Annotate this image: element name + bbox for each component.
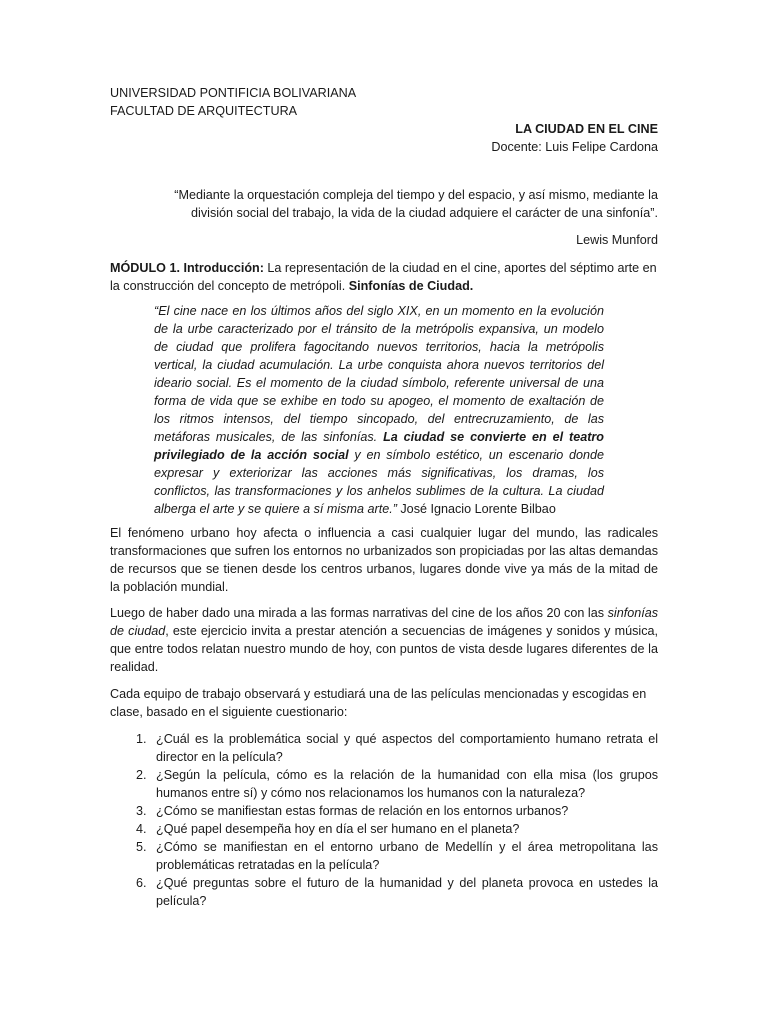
teacher-name: Docente: Luis Felipe Cardona xyxy=(491,140,658,154)
faculty-name: FACULTAD DE ARQUITECTURA xyxy=(110,104,298,118)
quote-highlight: La ciudad se convierte en el teatro privilegiado de la acción social xyxy=(154,430,605,462)
question-text: ¿Cómo se manifiestan en el entorno urbano de Medellín y el área metropolitana las problemáticas retratadas en la película? xyxy=(156,840,658,872)
question-number: 6. xyxy=(136,876,147,890)
institution-header xyxy=(110,84,356,120)
course-title: LA CIUDAD EN EL CINE xyxy=(515,122,658,136)
question-text: ¿Cómo se manifiestan estas formas de relación en los entornos urbanos? xyxy=(156,804,569,818)
question-item xyxy=(110,874,658,910)
epigraph-author: Lewis Munford xyxy=(576,233,658,247)
question-item xyxy=(110,766,658,802)
module-description: La representación de la ciudad en el cine, aportes del séptimo arte en la construcción del concepto de metrópoli. xyxy=(110,261,657,293)
paragraph-exercise xyxy=(110,604,658,676)
question-text: ¿Cuál es la problemática social y qué aspectos del comportamiento humano retrata el director en la película? xyxy=(156,732,658,764)
question-text: ¿Qué papel desempeña hoy en día el ser humano en el planeta? xyxy=(156,822,520,836)
question-item xyxy=(110,730,658,766)
course-header xyxy=(491,120,658,156)
question-number: 1. xyxy=(136,732,147,746)
quote-text-part2: y en símbolo estético, un escenario donde expresar y exteriorizar las acciones más significativas, los dramas, los conflictos, las transformaciones y los anhelos sublimes de la cultura. La ciudad alberga el arte y se quiere a sí misma arte.” xyxy=(154,448,604,516)
question-number: 3. xyxy=(136,804,147,818)
paragraph-instructions: Cada equipo de trabajo observará y estudiará una de las películas mencionadas y escogidas en clase, basado en el siguiente cuestionario: xyxy=(110,687,647,719)
question-text: ¿Qué preguntas sobre el futuro de la humanidad y del planeta provoca en ustedes la película? xyxy=(156,876,658,908)
paragraph-urban-phenomenon: El fenómeno urbano hoy afecta o influencia a casi cualquier lugar del mundo, las radicales transformaciones que sufren los entornos no urbanizados son propiciadas por las altas demandas de recursos que se tienen desde los centros urbanos, lugares donde vive ya más de la mitad de la población mundial. xyxy=(110,526,658,594)
question-text: ¿Según la película, cómo es la relación de la humanidad con ella misa (los grupos humanos entre sí) y cómo nos relacionamos los humanos con la naturaleza? xyxy=(156,768,658,800)
question-item xyxy=(110,820,658,838)
paragraph-exercise-text-b: , este ejercicio invita a prestar atención a secuencias de imágenes y sonidos y música, que entre todos relatan nuestro mundo de hoy, con puntos de vista desde lugares diferentes de la realidad. xyxy=(110,624,658,674)
module-subtitle: Sinfonías de Ciudad. xyxy=(348,279,474,293)
paragraph-exercise-text-a: Luego de haber dado una mirada a las formas narrativas del cine de los años 20 con las xyxy=(110,606,608,620)
paragraph-exercise-italic: sinfonías de ciudad xyxy=(110,606,658,638)
module-heading xyxy=(110,259,658,295)
quote-attribution: José Ignacio Lorente Bilbao xyxy=(396,502,556,516)
module-label: MÓDULO 1. Introducción: xyxy=(110,261,264,275)
question-number: 4. xyxy=(136,822,147,836)
question-item xyxy=(110,838,658,874)
question-item xyxy=(110,802,658,820)
epigraph-quote: “Mediante la orquestación compleja del tiempo y del espacio, y así mismo, mediante la división social del trabajo, la vida de la ciudad adquiere el carácter de una sinfonía”. xyxy=(174,188,658,220)
question-number: 2. xyxy=(136,768,147,782)
university-name: UNIVERSIDAD PONTIFICIA BOLIVARIANA xyxy=(110,86,357,100)
question-number: 5. xyxy=(136,840,147,854)
block-quote xyxy=(154,302,604,518)
quote-text-part1: “El cine nace en los últimos años del siglo XIX, en un momento en la evolución de la urbe caracterizado por el tránsito de la metrópolis expansiva, un modelo de ciudad que prolifera fagocitando nuevos territorios, hacia la metrópolis vertical, la ciudad acumulación. La urbe conquista ahora nuevos territorios del ideario social. Es el momento de la ciudad símbolo, referente universal de una forma de vida que se exhibe en todo su apogeo, el momento de exaltación de los ritmos intensos, del tiempo sincopado, del entrecruzamiento, de las metáforas musicales, de las sinfonías. xyxy=(154,304,604,444)
questionnaire-list xyxy=(110,730,658,910)
